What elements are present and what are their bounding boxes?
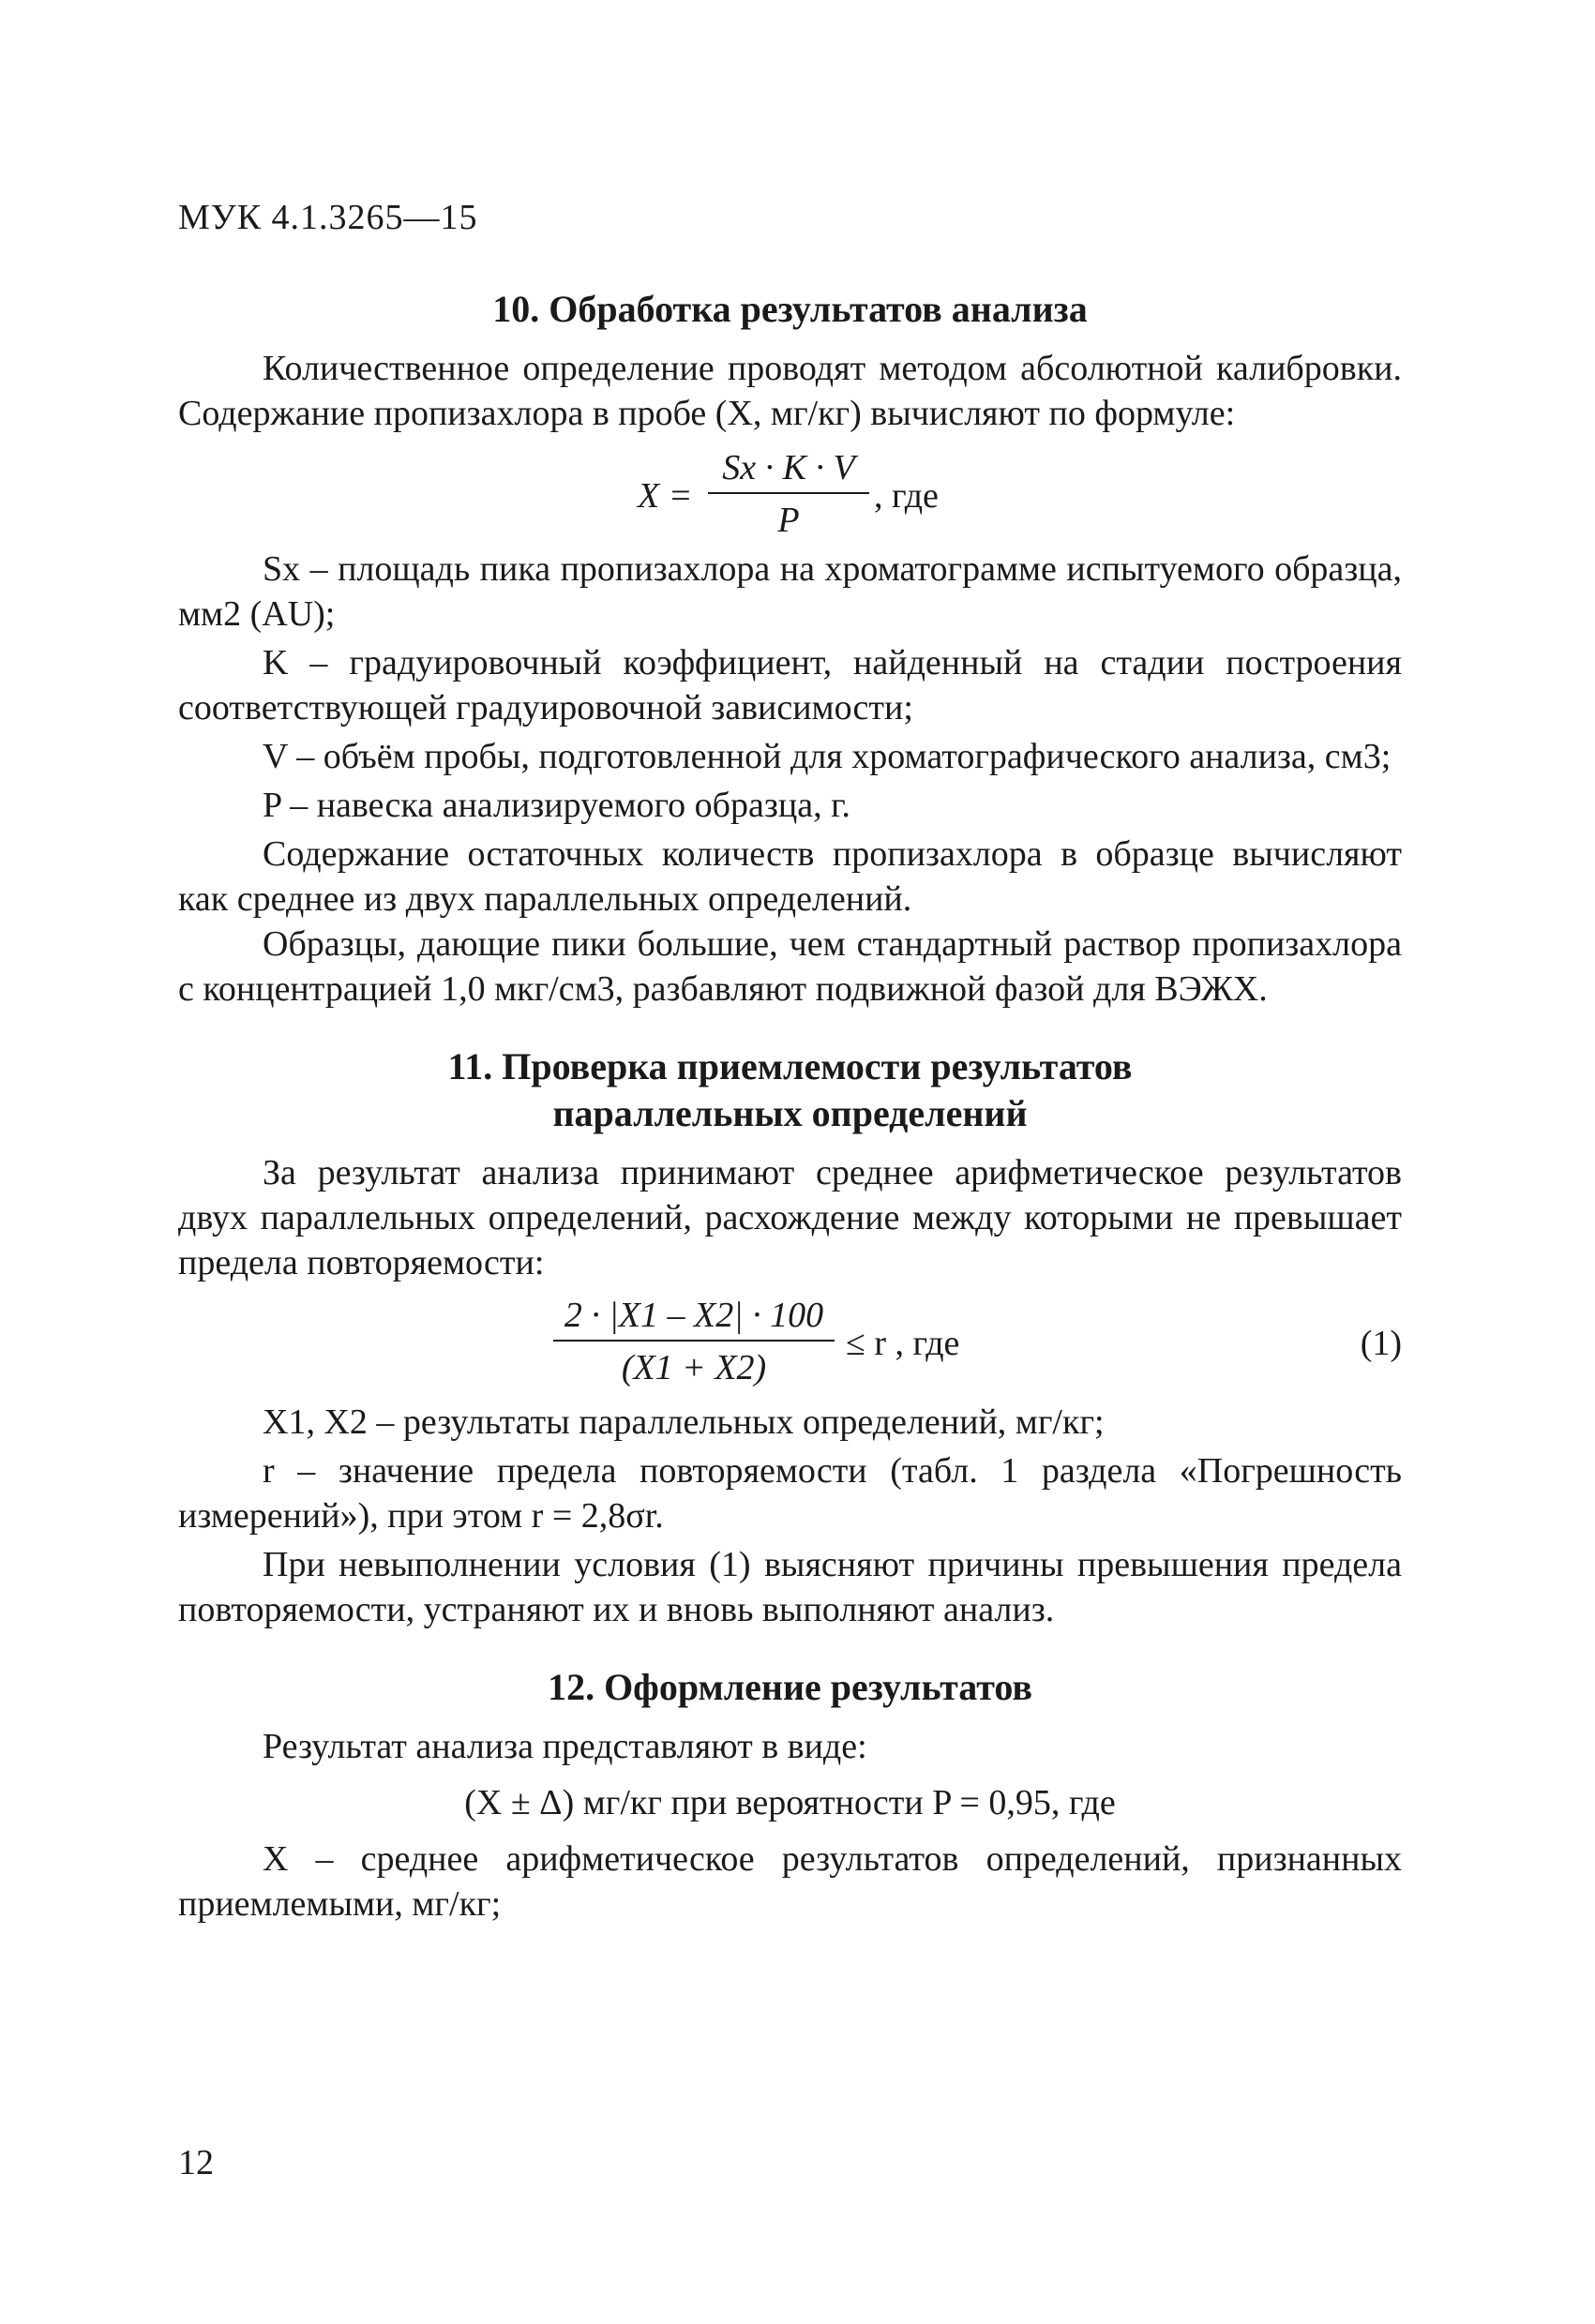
- formula-x-numerator: Sx · K · V: [708, 445, 869, 494]
- document-page: [178, 0, 1402, 2324]
- definition-v: V – объём пробы, подготовленной для хроматографического анализа, см3;: [263, 737, 1392, 776]
- definition-r: r – значение предела повторяемости (табл. 1 раздела «Погрешность измерений»), при этом r = 2,8σr.: [178, 1451, 1402, 1536]
- section-10-paragraph-3: Образцы, дающие пики большие, чем стандартный раствор пропизахлора с концентрацией 1,0 мкг/см3, разбавляют подвижной фазой для ВЭЖХ.: [178, 924, 1402, 1009]
- formula-x-fraction: [708, 445, 869, 543]
- page-number: 12: [178, 2143, 214, 2182]
- section-10-paragraph-2: Содержание остаточных количеств пропизахлора в образце вычисляют как среднее из двух параллельных определений.: [178, 834, 1402, 919]
- formula-x-lhs: X =: [638, 476, 693, 516]
- definition-sx: Sx – площадь пика пропизахлора на хроматограмме испытуемого образца, мм2 (AU);: [178, 549, 1402, 634]
- formula-repeatability-numerator: 2 · |X1 – X2| · 100: [553, 1293, 835, 1342]
- definition-k: K – градуировочный коэффициент, найденный на стадии построения соответствующей градуировочной зависимости;: [178, 643, 1402, 727]
- formula-x-denominator: P: [777, 501, 800, 540]
- section-11-title-line-1: 11. Проверка приемлемости результатов: [447, 1045, 1133, 1087]
- formula-repeatability: [178, 1285, 1402, 1400]
- definition-x1-x2: X1, X2 – результаты параллельных определений, мг/кг;: [263, 1402, 1105, 1442]
- formula-x-tail: , где: [874, 476, 939, 516]
- definition-p: P – навеска анализируемого образца, г.: [263, 786, 850, 825]
- formula-repeatability-denominator: (X1 + X2): [621, 1348, 767, 1387]
- section-12-title: 12. Оформление результатов: [548, 1666, 1032, 1708]
- section-11-paragraph-2: При невыполнении условия (1) выясняют причины превышения предела повторяемости, устраняют их и вновь выполняют анализ.: [178, 1545, 1402, 1629]
- definition-x-mean: X – среднее арифметическое результатов определений, признанных приемлемыми, мг/кг;: [178, 1839, 1402, 1924]
- formula-repeatability-tail: ≤ r , где: [846, 1324, 960, 1363]
- section-10-title: 10. Обработка результатов анализа: [492, 288, 1088, 330]
- formula-x: [178, 436, 1402, 547]
- result-form: (X ± Δ) мг/кг при вероятности P = 0,95, где: [464, 1783, 1116, 1822]
- page-header: МУК 4.1.3265—15: [178, 198, 478, 237]
- section-10-paragraph-1: Количественное определение проводят методом абсолютной калибровки. Содержание пропизахлора в пробе (X, мг/кг) вычисляют по формуле:: [178, 349, 1402, 433]
- equation-number: (1): [1360, 1324, 1402, 1363]
- section-12-paragraph-1: Результат анализа представляют в виде:: [263, 1727, 867, 1766]
- formula-repeatability-fraction: [553, 1293, 835, 1390]
- page-content: [178, 286, 1402, 1927]
- section-11-title-line-2: параллельных определений: [552, 1092, 1028, 1134]
- section-11-paragraph-1: За результат анализа принимают среднее арифметическое результатов двух параллельных определений, расхождение между которыми не превышает предела повторяемости:: [178, 1153, 1402, 1282]
